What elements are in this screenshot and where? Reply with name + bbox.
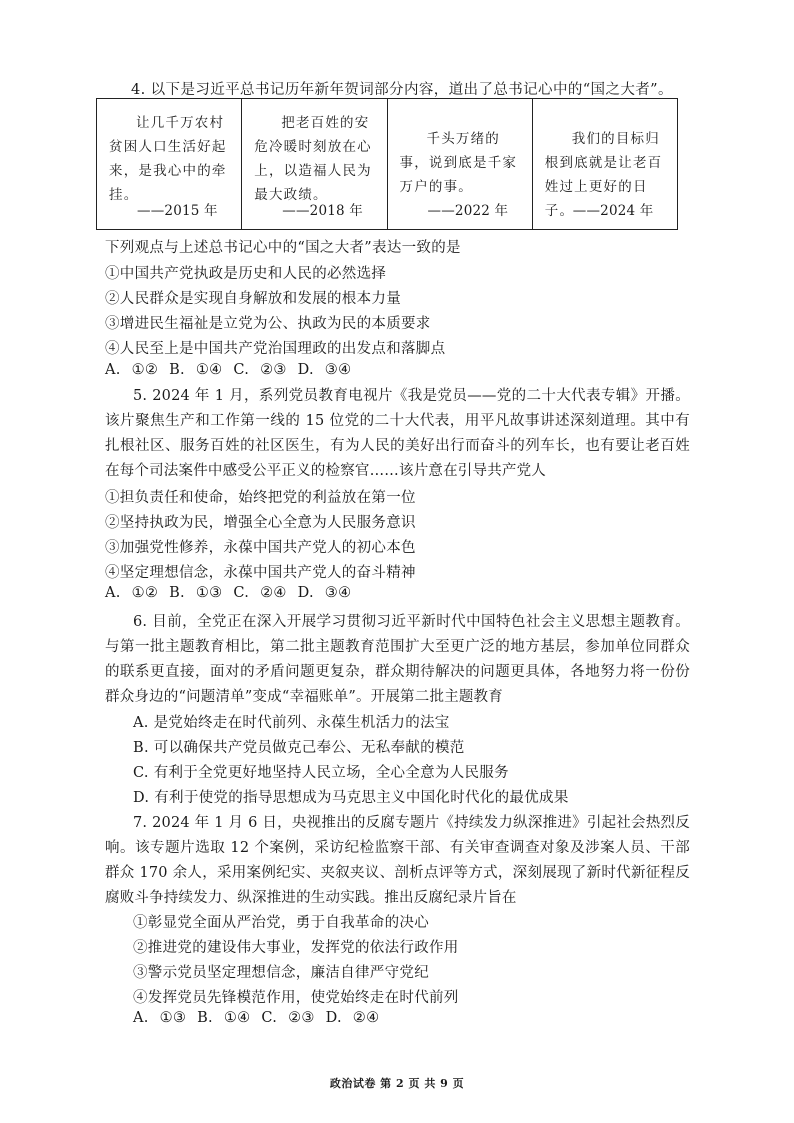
q4-prompt: 下列观点与上述总书记心中的“国之大者”表达一致的是 bbox=[105, 240, 461, 256]
q5-statement-3: ③加强党性修养，永葆中国共产党人的初心本色 bbox=[105, 540, 416, 556]
q5-options: A. ①② B. ①③ C. ②④ D. ③④ bbox=[105, 585, 352, 601]
q5-statement-1: ①担负责任和使命，始终把党的利益放在第一位 bbox=[105, 490, 416, 506]
q7-statement-2: ②推进党的建设伟大事业，发挥党的依法行政作用 bbox=[133, 940, 459, 956]
quote-year: ——2015 年 bbox=[137, 203, 218, 219]
quote-cell-2015 bbox=[97, 99, 242, 229]
q6-option-d: D. 有利于使党的指导思想成为马克思主义中国化时代化的最优成果 bbox=[133, 790, 569, 806]
quote-cell-2024 bbox=[533, 99, 677, 229]
q4-statement-4: ④人民至上是中国共产党治国理政的出发点和落脚点 bbox=[105, 341, 446, 357]
q5-statement-2: ②坚持执政为民，增强全心全意为人民服务意识 bbox=[105, 515, 416, 531]
q4-stem: 4. 以下是习近平总书记历年新年贺词部分内容，道出了总书记心中的“国之大者”。 bbox=[131, 82, 673, 98]
quote-year: ——2018 年 bbox=[282, 203, 363, 219]
quote-table bbox=[96, 98, 678, 230]
q5-statement-4: ④坚定理想信念，永葆中国共产党人的奋斗精神 bbox=[105, 565, 416, 581]
quote-text: 我们的目标归根到底就是让老百姓过上更好的日子。 bbox=[544, 131, 663, 219]
q4-statement-3: ③增进民生福祉是立党为公、执政为民的本质要求 bbox=[105, 316, 431, 332]
q7-statement-1: ①彰显党全面从严治党，勇于自我革命的决心 bbox=[133, 915, 429, 931]
q7-stem: 7. 2024 年 1 月 6 日，央视推出的反腐专题片《持续发力纵深推进》引起社会热烈反响。该专题片选取 12 个案例，采访纪检监察干部、有关审查调查对象及涉案人员、干部群众 170 余人，采用案例纪实、夹叙夹议、剖析点评等方式，深刻展现了新时代新征程反腐败斗争持续发力、纵深推进的生动实践。推出反腐纪录片旨在 bbox=[105, 815, 690, 906]
quote-year: ——2022 年 bbox=[427, 203, 509, 219]
quote-cell-2022 bbox=[388, 99, 533, 229]
quote-text: 让几千万农村贫困人口生活好起来，是我心中的牵挂。 bbox=[109, 115, 227, 203]
q6-option-b: B. 可以确保共产党员做克己奉公、无私奉献的模范 bbox=[133, 740, 465, 756]
q7-statement-4: ④发挥党员先锋模范作用，使党始终走在时代前列 bbox=[133, 990, 459, 1006]
q4-options: A. ①② B. ①④ C. ②③ D. ③④ bbox=[105, 362, 352, 378]
q4-statement-1: ①中国共产党执政是历史和人民的必然选择 bbox=[105, 266, 387, 282]
quote-year: ——2024 年 bbox=[572, 203, 654, 219]
q5-stem: 5. 2024 年 1 月，系列党员教育电视片《我是党员——党的二十大代表专辑》开播。该片聚焦生产和工作第一线的 15 位党的二十大代表，用平凡故事讲述深刻道理。其中有扎根社区、服务百姓的社区医生，有为人民的美好出行而奋斗的列车长，也有要让老百姓在每个司法案件中感受公平正义的检察官……该片意在引导共产党人 bbox=[105, 388, 690, 479]
q4-statement-2: ②人民群众是实现自身解放和发展的根本力量 bbox=[105, 291, 401, 307]
page-footer: 政治试卷 第 2 页 共 9 页 bbox=[329, 1077, 465, 1090]
q6-option-a: A. 是党始终走在时代前列、永葆生机活力的法宝 bbox=[133, 715, 450, 731]
quote-text: 千头万绪的事，说到底是千家万户的事。 bbox=[399, 131, 518, 195]
q6-stem: 6. 目前，全党正在深入开展学习贯彻习近平新时代中国特色社会主义思想主题教育。与第一批主题教育相比，第二批主题教育范围扩大至更广泛的地方基层，参加单位同群众的联系更直接，面对的矛盾问题更复杂，群众期待解决的问题更具体，各地努力将一份份群众身边的“问题清单”变成“幸福账单”。开展第二批主题教育 bbox=[105, 614, 690, 705]
quote-text: 把老百姓的安危冷暖时刻放在心上，以造福人民为最大政绩。 bbox=[254, 115, 372, 203]
quote-cell-2018 bbox=[242, 99, 387, 229]
q6-option-c: C. 有利于全党更好地坚持人民立场，全心全意为人民服务 bbox=[133, 765, 509, 781]
q7-options: A. ①③ B. ①④ C. ②③ D. ②④ bbox=[133, 1010, 380, 1026]
q7-statement-3: ③警示党员坚定理想信念，廉洁自律严守党纪 bbox=[133, 965, 429, 981]
